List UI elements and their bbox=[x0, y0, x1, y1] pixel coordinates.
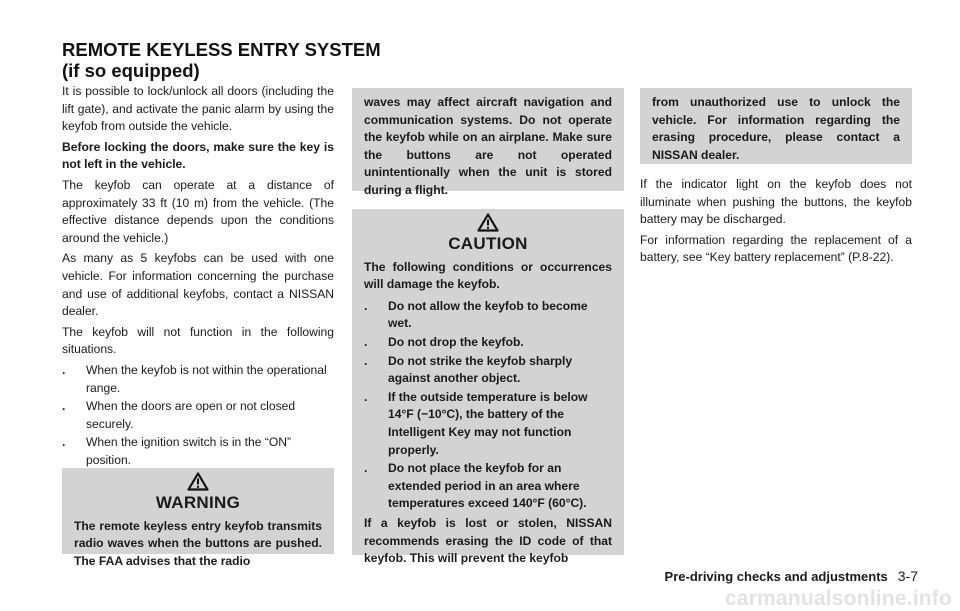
warning-box bbox=[62, 468, 334, 568]
list-item: . Do not place the keyfob for an extended period in an area where temperatures exceed 140°F (60°C). bbox=[364, 460, 612, 513]
caution-intro: The following conditions or occurrences will damage the keyfob. bbox=[364, 259, 612, 292]
bullet-icon: . bbox=[62, 399, 66, 414]
warning-triangle-icon bbox=[187, 472, 209, 491]
bullet-icon: . bbox=[364, 353, 368, 368]
caution-label: CAUTION bbox=[448, 234, 528, 253]
keyfob-count-paragraph: As many as 5 keyfobs can be used with one vehicle. For information concerning the purchase and use of additional keyfobs, contact a NISSAN dealer. bbox=[62, 251, 334, 319]
warning-text-1: The remote keyless entry keyfob transmits radio waves when the buttons are pushed. The FAA advises that the radio bbox=[74, 518, 322, 568]
list-item: . If the outside temperature is below 14°F (−10°C), the battery of the Intelligent Key may not function properly. bbox=[364, 389, 612, 459]
bullet-icon: . bbox=[62, 435, 66, 450]
page-title bbox=[62, 39, 381, 81]
column-1 bbox=[62, 83, 334, 489]
not-function-paragraph: The keyfob will not function in the following situations. bbox=[62, 324, 334, 357]
list-item: . Do not drop the keyfob. bbox=[364, 334, 612, 352]
caution-lost-text-2: from unauthorized use to unlock the vehicle. For information regarding the erasing procedure, please contact a NISSAN dealer. bbox=[652, 95, 900, 162]
caution-header bbox=[364, 213, 612, 253]
caution-triangle-icon bbox=[477, 213, 499, 232]
caution-box bbox=[352, 209, 624, 566]
page-number: 3-7 bbox=[897, 568, 918, 584]
key-reminder: Before locking the doors, make sure the key is not left in the vehicle. bbox=[62, 139, 334, 172]
distance-paragraph: The keyfob can operate at a distance of approximately 33 ft (10 m) from the vehicle. (The effective distance depends upon the conditions around the vehicle.) bbox=[62, 177, 334, 245]
caution-lost-text: If a keyfob is lost or stolen, NISSAN recommends erasing the ID code of that keyfob. This will prevent the keyfob bbox=[364, 515, 612, 566]
list-item: . When the ignition switch is in the “ON” position. bbox=[62, 434, 334, 469]
title-line-2: (if so equipped) bbox=[62, 60, 200, 81]
warning-text-2: waves may affect aircraft navigation and communication systems. Do not operate the keyfob while on an airplane. Make sure the buttons are not operated unintentionally when the unit is stored during a flight. bbox=[364, 95, 612, 197]
page-footer bbox=[665, 568, 918, 584]
battery-paragraph: For information regarding the replacement of a battery, see “Key battery replacement” (P.8-22). bbox=[640, 232, 912, 265]
bullet-icon: . bbox=[364, 334, 368, 349]
list-item: . Do not allow the keyfob to become wet. bbox=[364, 298, 612, 333]
footer-section: Pre-driving checks and adjustments bbox=[664, 569, 888, 584]
bullet-icon: . bbox=[364, 389, 368, 404]
bullet-icon: . bbox=[62, 362, 66, 377]
caution-box-continued bbox=[640, 88, 912, 164]
warning-box-continued bbox=[352, 88, 624, 197]
intro-paragraph: It is possible to lock/unlock all doors (including the lift gate), and activate the panic alarm by using the keyfob from outside the vehicle. bbox=[62, 84, 334, 134]
list-item: . When the keyfob is not within the operational range. bbox=[62, 362, 334, 397]
list-item: . Do not strike the keyfob sharply against another object. bbox=[364, 353, 612, 388]
bullet-icon: . bbox=[364, 461, 368, 476]
warning-header bbox=[74, 472, 322, 512]
title-line-1: REMOTE KEYLESS ENTRY SYSTEM bbox=[62, 39, 381, 60]
list-item: . When the doors are open or not closed securely. bbox=[62, 398, 334, 433]
watermark: carmanualsonline.info bbox=[724, 587, 952, 610]
column-3 bbox=[640, 176, 912, 270]
warning-label: WARNING bbox=[155, 493, 241, 512]
indicator-paragraph: If the indicator light on the keyfob does not illuminate when pushing the buttons, the keyfob battery may be discharged. bbox=[640, 177, 912, 227]
bullet-icon: . bbox=[364, 298, 368, 313]
